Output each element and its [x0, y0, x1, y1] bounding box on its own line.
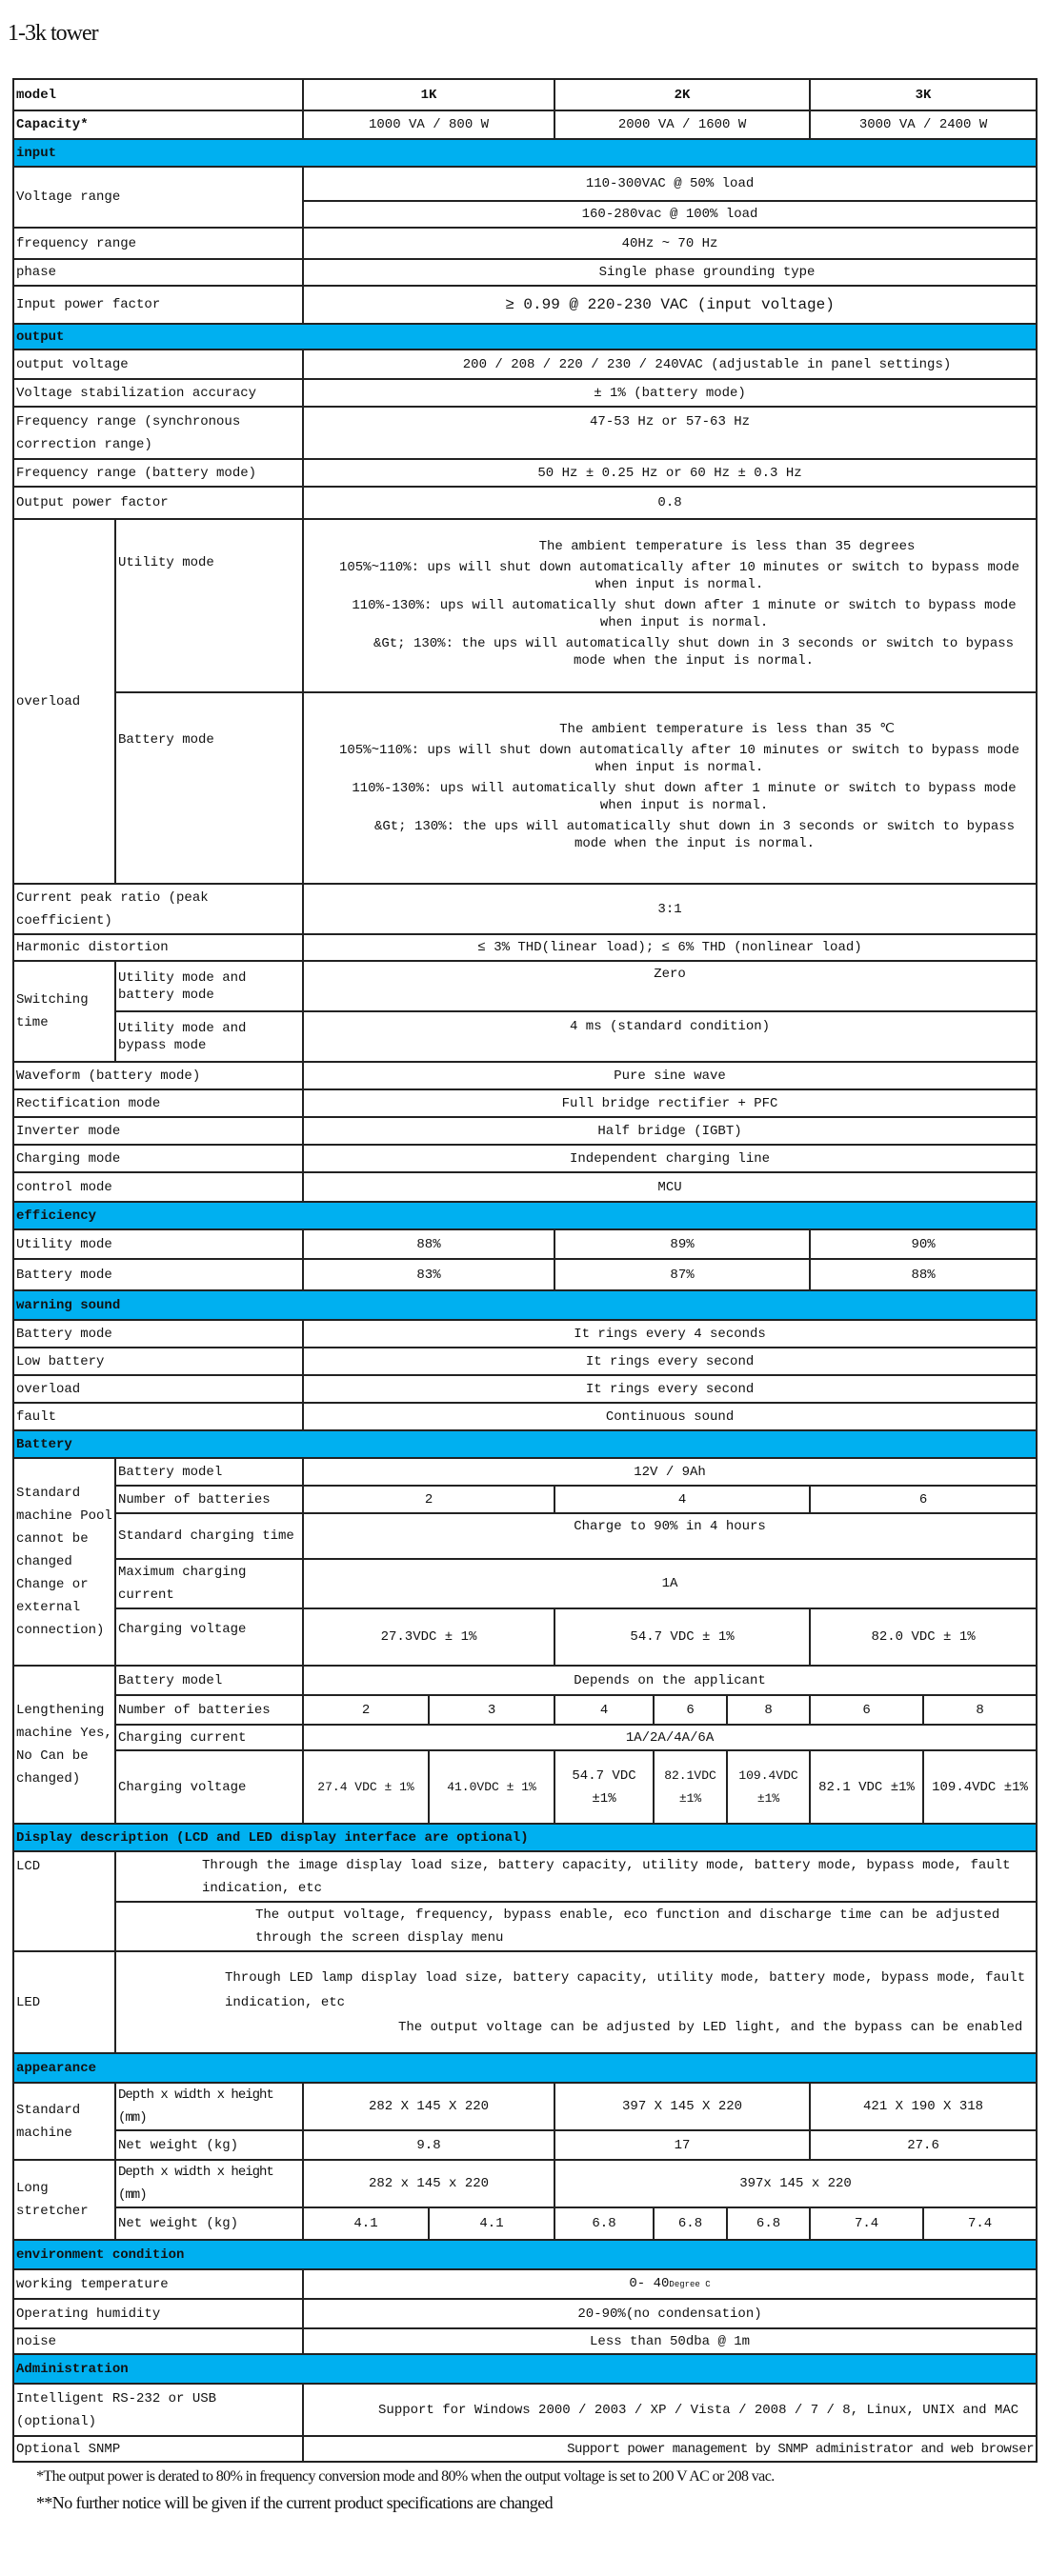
table-row [13, 1695, 1037, 1725]
cell: 9.8 [303, 2130, 554, 2160]
cell: 0.8 [303, 487, 1037, 519]
cell: ± 1% (battery mode) [303, 379, 1037, 407]
capacity-row [13, 110, 1037, 139]
cell: 4.1 [303, 2207, 429, 2240]
cell: 1A [303, 1559, 1037, 1608]
cell: Independent charging line [303, 1145, 1037, 1172]
row-label: output voltage [13, 349, 303, 379]
cell: 2 [303, 1695, 429, 1725]
cell: Zero [303, 961, 1037, 1011]
row-sublabel: Battery model [115, 1458, 303, 1486]
model-1k: 1K [303, 79, 554, 110]
cell: Support for Windows 2000 / 2003 / XP / Vista / 2008 / 7 / 8, Linux, UNIX and MAC [303, 2384, 1037, 2436]
table-row [13, 1750, 1037, 1824]
table-row [13, 1011, 1037, 1062]
model-3k: 3K [810, 79, 1037, 110]
row-label: Standard machine [13, 2083, 115, 2160]
cell: 3:1 [303, 884, 1037, 934]
text-line: The output voltage can be adjusted by LED light, and the bypass can be enabled [398, 2019, 1023, 2035]
cell: 3000 VA / 2400 W [810, 110, 1037, 139]
row-sublabel: Charging current [115, 1725, 303, 1750]
cell: 17 [554, 2130, 810, 2160]
cell: 8 [727, 1695, 810, 1725]
cell: The output voltage, frequency, bypass enable, eco function and discharge time can be adjusted through the screen display menu [115, 1902, 1037, 1951]
overload-utility-row [13, 519, 1037, 692]
overload-battery-row [13, 692, 1037, 884]
cell: Depends on the applicant [303, 1666, 1037, 1695]
temp-value: 0- 40 [629, 2276, 670, 2291]
cell: 6 [810, 1695, 923, 1725]
table-row [13, 1172, 1037, 1202]
table-row [13, 2083, 1037, 2130]
table-row [13, 2269, 1037, 2299]
table-row [13, 1320, 1037, 1348]
row-label: Battery mode [13, 1320, 303, 1348]
row-label: noise [13, 2328, 303, 2354]
cell: Half bridge (IGBT) [303, 1117, 1037, 1145]
row-label: Input power factor [13, 286, 303, 324]
row-label: Output power factor [13, 487, 303, 519]
cell: 82.0 VDC ± 1% [810, 1608, 1037, 1666]
section-environment: environment condition [13, 2240, 1037, 2269]
cell: Full bridge rectifier + PFC [303, 1089, 1037, 1117]
row-label: LED [13, 1951, 115, 2053]
table-row [13, 961, 1037, 1011]
cell: 1000 VA / 800 W [303, 110, 554, 139]
cell: 6 [810, 1486, 1037, 1513]
cell: 397 X 145 X 220 [554, 2083, 810, 2130]
cell [303, 2269, 1037, 2299]
row-label: LCD [13, 1851, 115, 1951]
cell: 200 / 208 / 220 / 230 / 240VAC (adjustable in panel settings) [303, 349, 1037, 379]
cell: 88% [303, 1229, 554, 1259]
row-sublabel: Depth x width x height (mm) [115, 2160, 303, 2207]
row-sublabel: Battery model [115, 1666, 303, 1695]
table-row [13, 1062, 1037, 1089]
table-row [13, 1348, 1037, 1375]
row-sublabel: Battery mode [115, 692, 303, 884]
table-row [13, 1229, 1037, 1259]
cell: Single phase grounding type [303, 259, 1037, 286]
section-efficiency: efficiency [13, 1202, 1037, 1229]
cell: 4 ms (standard condition) [303, 1011, 1037, 1062]
row-label: Optional SNMP [13, 2436, 303, 2462]
cell: Charge to 90% in 4 hours [303, 1513, 1037, 1559]
cell: 83% [303, 1259, 554, 1290]
cell: ≥ 0.99 @ 220-230 VAC (input voltage) [303, 286, 1037, 324]
table-row [13, 379, 1037, 407]
cell: 88% [810, 1259, 1037, 1290]
cell: MCU [303, 1172, 1037, 1202]
cell: 4 [554, 1695, 654, 1725]
row-sublabel: Net weight (kg) [115, 2130, 303, 2160]
section-warning-sound: warning sound [13, 1290, 1037, 1320]
cell: It rings every 4 seconds [303, 1320, 1037, 1348]
cell: It rings every second [303, 1348, 1037, 1375]
text-line: &Gt; 130%: the ups will automatically shut down in 3 seconds or switch to bypass mode when the input is normal. [373, 818, 1016, 851]
text-line: The ambient temperature is less than 35 degrees [538, 539, 916, 554]
cell: 110-300VAC @ 50% load [303, 167, 1037, 201]
cell: 82.1 VDC ±1% [810, 1750, 923, 1824]
cell: 282 x 145 x 220 [303, 2160, 554, 2207]
row-label: Waveform (battery mode) [13, 1062, 303, 1089]
cell: 109.4VDC ±1% [727, 1750, 810, 1824]
row-label: Operating humidity [13, 2299, 303, 2328]
table-row [13, 1458, 1037, 1486]
text-line: Through LED lamp display load size, battery capacity, utility mode, battery mode, bypass mode, fault indication, etc [225, 1969, 1026, 2010]
table-row [13, 2384, 1037, 2436]
text-line: 110%-130%: ups will automatically shut down after 1 minute or switch to bypass mode when input is normal. [352, 598, 1017, 630]
table-row [13, 2207, 1037, 2240]
cell: 89% [554, 1229, 810, 1259]
row-sublabel: Maximum charging current [115, 1559, 303, 1608]
row-sublabel: Charging voltage [115, 1750, 303, 1824]
row-sublabel: Depth x width x height (mm) [115, 2083, 303, 2130]
table-row [13, 2299, 1037, 2328]
row-label: Frequency range (battery mode) [13, 459, 303, 487]
row-label: Capacity* [13, 110, 303, 139]
row-sublabel: Charging voltage [115, 1608, 303, 1666]
cell: 2000 VA / 1600 W [554, 110, 810, 139]
cell: 7.4 [923, 2207, 1037, 2240]
row-label: frequency range [13, 228, 303, 259]
row-label: control mode [13, 1172, 303, 1202]
cell: ≤ 3% THD(linear load); ≤ 6% THD (nonlinear load) [303, 934, 1037, 961]
cell: 6.8 [727, 2207, 810, 2240]
text-line: 105%~110%: ups will shut down automatically after 10 minutes or switch to bypass mode when input is normal. [338, 742, 1020, 775]
overload-utility-text [303, 519, 1037, 692]
table-row [13, 259, 1037, 286]
section-display: Display description (LCD and LED display interface are optional) [13, 1824, 1037, 1851]
cell: Less than 50dba @ 1m [303, 2328, 1037, 2354]
section-battery: Battery [13, 1430, 1037, 1458]
cell: 421 X 190 X 318 [810, 2083, 1037, 2130]
cell: 109.4VDC ±1% [923, 1750, 1037, 1824]
table-row [13, 459, 1037, 487]
cell: 27.6 [810, 2130, 1037, 2160]
table-row [13, 407, 1037, 459]
row-label: Inverter mode [13, 1117, 303, 1145]
cell: 40Hz ~ 70 Hz [303, 228, 1037, 259]
cell: 90% [810, 1229, 1037, 1259]
row-label: overload [13, 1375, 303, 1403]
table-row [13, 1513, 1037, 1559]
row-label: Battery mode [13, 1259, 303, 1290]
table-row [13, 1375, 1037, 1403]
led-text [115, 1951, 1037, 2053]
table-row [13, 1902, 1037, 1951]
row-label: Frequency range (synchronous correction range) [13, 407, 303, 459]
overload-battery-text [303, 692, 1037, 884]
table-row [13, 1486, 1037, 1513]
cell: Through the image display load size, battery capacity, utility mode, battery mode, bypass mode, fault indication, etc [115, 1851, 1037, 1902]
table-row [13, 2436, 1037, 2462]
cell: 47-53 Hz or 57-63 Hz [303, 407, 1037, 459]
cell: 50 Hz ± 0.25 Hz or 60 Hz ± 0.3 Hz [303, 459, 1037, 487]
row-label: overload [13, 519, 115, 884]
cell: Continuous sound [303, 1403, 1037, 1430]
cell: 41.0VDC ± 1% [429, 1750, 554, 1824]
table-row [13, 1145, 1037, 1172]
cell: Pure sine wave [303, 1062, 1037, 1089]
row-sublabel: Utility mode and battery mode [115, 961, 303, 1011]
table-row [13, 884, 1037, 934]
row-label: Charging mode [13, 1145, 303, 1172]
row-label: Low battery [13, 1348, 303, 1375]
table-row [13, 1403, 1037, 1430]
row-label: Current peak ratio (peak coefficient) [13, 884, 303, 934]
table-row [13, 2130, 1037, 2160]
cell: Support power management by SNMP administrator and web browser [303, 2436, 1037, 2462]
row-sublabel: Standard charging time [115, 1513, 303, 1559]
text-line: The ambient temperature is less than 35 ℃ [559, 721, 895, 737]
table-row [13, 1951, 1037, 2053]
model-row [13, 79, 1037, 110]
table-row [13, 1117, 1037, 1145]
table-row [13, 1608, 1037, 1666]
model-2k: 2K [554, 79, 810, 110]
row-label: Long stretcher [13, 2160, 115, 2240]
cell: 6 [654, 1695, 727, 1725]
page-title: 1-3k tower [8, 21, 98, 46]
cell: 4 [554, 1486, 810, 1513]
table-row [13, 2328, 1037, 2354]
table-row [13, 1851, 1037, 1902]
table-row [13, 1259, 1037, 1290]
row-label: model [13, 79, 303, 110]
cell: 87% [554, 1259, 810, 1290]
table-row [13, 2160, 1037, 2207]
row-label: Lengthening machine Yes, No Can be changed) [13, 1666, 115, 1824]
text-line: 110%-130%: ups will automatically shut down after 1 minute or switch to bypass mode when input is normal. [352, 780, 1017, 813]
row-label: Standard machine Pool cannot be changed Change or external connection) [13, 1458, 115, 1666]
table-row [13, 349, 1037, 379]
table-row [13, 167, 1037, 201]
row-label: Intelligent RS-232 or USB (optional) [13, 2384, 303, 2436]
text-line: &Gt; 130%: the ups will automatically shut down in 3 seconds or switch to bypass mode when the input is normal. [373, 636, 1015, 669]
table-row [13, 1089, 1037, 1117]
section-administration: Administration [13, 2354, 1037, 2384]
temp-unit: Degree C [669, 2280, 711, 2289]
cell: 397x 145 x 220 [554, 2160, 1037, 2207]
row-sublabel: Number of batteries [115, 1486, 303, 1513]
section-appearance: appearance [13, 2053, 1037, 2083]
cell: 4.1 [429, 2207, 554, 2240]
table-row [13, 1559, 1037, 1608]
section-output: output [13, 324, 1037, 349]
cell: 27.3VDC ± 1% [303, 1608, 554, 1666]
cell: 7.4 [810, 2207, 923, 2240]
cell: 3 [429, 1695, 554, 1725]
row-label: Voltage stabilization accuracy [13, 379, 303, 407]
row-label: phase [13, 259, 303, 286]
cell: 6.8 [554, 2207, 654, 2240]
table-row [13, 1666, 1037, 1695]
text-line: 105%~110%: ups will shut down automatically after 10 minutes or switch to bypass mode when input is normal. [338, 560, 1020, 592]
cell: 6.8 [654, 2207, 727, 2240]
footnote: *The output power is derated to 80% in frequency conversion mode and 80% when the output voltage is set to 200 V AC or 208 vac. [36, 2468, 775, 2485]
row-sublabel: Utility mode and bypass mode [115, 1011, 303, 1062]
table-row [13, 228, 1037, 259]
table-row [13, 1725, 1037, 1750]
cell: 54.7 VDC ± 1% [554, 1608, 810, 1666]
cell: 20-90%(no condensation) [303, 2299, 1037, 2328]
cell: 2 [303, 1486, 554, 1513]
table-row [13, 487, 1037, 519]
row-sublabel: Number of batteries [115, 1695, 303, 1725]
cell: 8 [923, 1695, 1037, 1725]
row-label: Rectification mode [13, 1089, 303, 1117]
cell: 54.7 VDC ±1% [554, 1750, 654, 1824]
row-sublabel: Net weight (kg) [115, 2207, 303, 2240]
section-input: input [13, 139, 1037, 167]
row-label: fault [13, 1403, 303, 1430]
row-sublabel: Utility mode [115, 519, 303, 692]
cell: 282 X 145 X 220 [303, 2083, 554, 2130]
cell: 82.1VDC ±1% [654, 1750, 727, 1824]
cell: 160-280vac @ 100% load [303, 201, 1037, 228]
spec-table [12, 78, 1038, 2463]
cell: It rings every second [303, 1375, 1037, 1403]
row-label: Switching time [13, 961, 115, 1062]
cell: 12V / 9Ah [303, 1458, 1037, 1486]
table-row [13, 934, 1037, 961]
row-label: working temperature [13, 2269, 303, 2299]
row-label: Harmonic distortion [13, 934, 303, 961]
row-label: Utility mode [13, 1229, 303, 1259]
row-label: Voltage range [13, 167, 303, 228]
cell: 1A/2A/4A/6A [303, 1725, 1037, 1750]
table-row [13, 286, 1037, 324]
footnote: **No further notice will be given if the current product specifications are changed [36, 2493, 553, 2512]
cell: 27.4 VDC ± 1% [303, 1750, 429, 1824]
